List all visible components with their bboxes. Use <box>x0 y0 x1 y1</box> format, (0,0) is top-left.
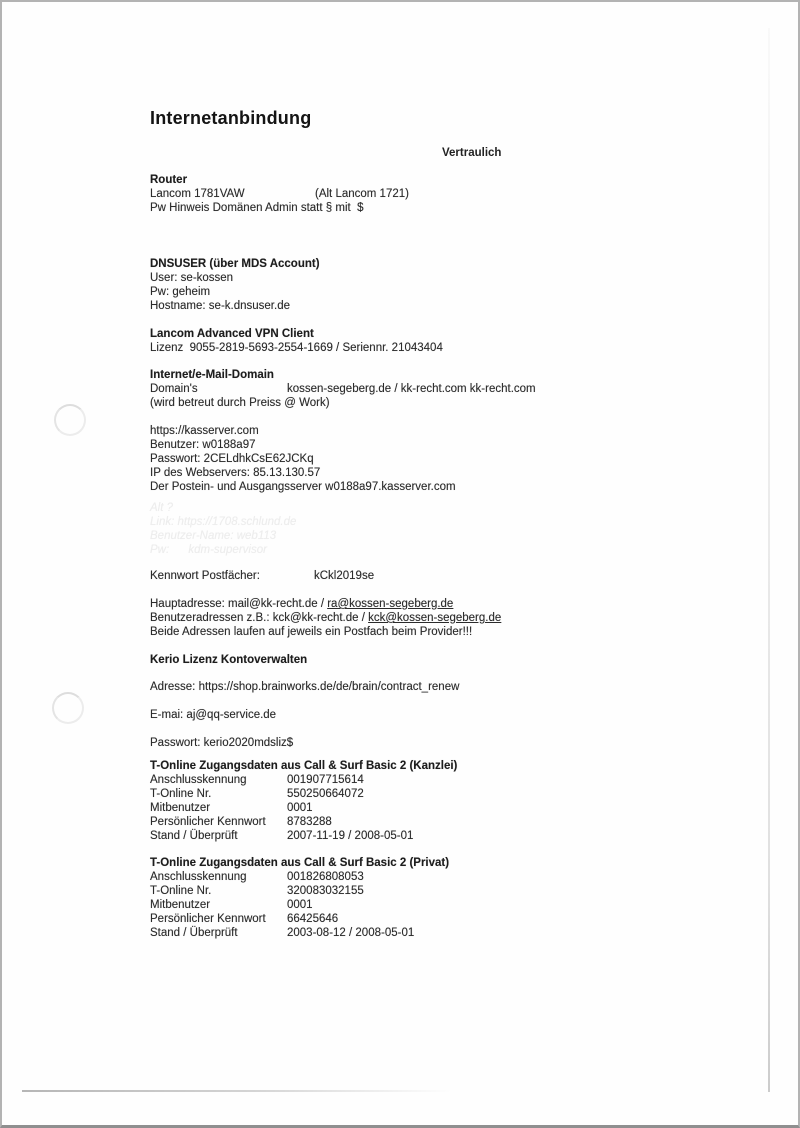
router-device: Lancom 1781VAW <box>150 188 245 200</box>
table-row <box>150 912 710 926</box>
table-row <box>150 898 710 912</box>
vpn-heading: Lancom Advanced VPN Client <box>150 328 314 340</box>
section-dnsuser <box>150 257 710 313</box>
row-value: 320083032155 <box>287 885 364 897</box>
router-heading: Router <box>150 174 188 186</box>
row-value: 0001 <box>287 802 313 814</box>
row-value: 2003-08-12 / 2008-05-01 <box>287 927 415 939</box>
row-label: Persönlicher Kennwort <box>150 816 266 828</box>
hole-punch-mark-bottom <box>52 692 84 724</box>
row-label: Persönlicher Kennwort <box>150 913 266 925</box>
row-value: 2007-11-19 / 2008-05-01 <box>287 830 414 842</box>
kasserver-url: https://kasserver.com <box>150 425 259 437</box>
kasserver-ip: IP des Webservers: 85.13.130.57 <box>150 467 321 479</box>
row-label: Mitbenutzer <box>150 802 211 814</box>
kennwort-row <box>150 569 710 583</box>
domain-value: kossen-segeberg.de / kk-recht.com kk-recht.com <box>287 383 536 395</box>
table-row <box>150 801 710 815</box>
kasserver-passwort: Passwort: 2CELdhkCsE62JCKq <box>150 453 314 465</box>
tonline-privat-heading: T-Online Zugangsdaten aus Call & Surf Basic 2 (Privat) <box>150 857 450 869</box>
table-row <box>150 870 710 884</box>
row-label: Stand / Überprüft <box>150 927 238 939</box>
faded-line-3: Benutzer-Name: web113 <box>150 530 277 542</box>
section-tonline-privat <box>150 856 710 940</box>
row-label: Stand / Überprüft <box>150 830 238 842</box>
dnsuser-user: User: se-kossen <box>150 272 234 284</box>
page-title: Internetanbindung <box>150 108 312 128</box>
row-value: 550250664072 <box>287 788 364 800</box>
kasserver-server: Der Postein- und Ausgangsserver w0188a97.kasserver.com <box>150 481 456 493</box>
hauptadresse-prefix: Hauptadresse: mail@kk-recht.de / <box>150 598 328 610</box>
dnsuser-pw: Pw: geheim <box>150 286 211 298</box>
domain-row <box>150 382 710 396</box>
vpn-lizenz: Lizenz 9055-2819-5693-2554-1669 / Seriennr. 21043404 <box>150 342 443 354</box>
table-row <box>150 829 710 843</box>
row-label: T-Online Nr. <box>150 885 212 897</box>
row-value: 8783288 <box>287 816 332 828</box>
section-kasserver <box>150 424 710 494</box>
row-value: 001826808053 <box>287 871 364 883</box>
kerio-email: E-mai: aj@qq-service.de <box>150 709 277 721</box>
table-row <box>150 773 710 787</box>
table-row <box>150 787 710 801</box>
kerio-adresse: Adresse: https://shop.brainworks.de/de/brain/contract_renew <box>150 681 460 693</box>
row-label: Anschlusskennung <box>150 774 247 786</box>
section-domain <box>150 368 710 410</box>
domain-label: Domain's <box>150 383 198 395</box>
domain-note: (wird betreut durch Preiss @ Work) <box>150 397 330 409</box>
section-tonline-kanzlei <box>150 759 710 843</box>
kerio-passwort: Passwort: kerio2020mdsliz$ <box>150 737 294 749</box>
section-postfach <box>150 569 710 639</box>
dnsuser-hostname: Hostname: se-k.dnsuser.de <box>150 300 290 312</box>
row-label: T-Online Nr. <box>150 788 212 800</box>
section-router <box>150 173 710 215</box>
benutzeradressen-line <box>150 611 710 625</box>
kennwort-value: kCkl2019se <box>314 570 375 582</box>
row-value: 001907715614 <box>287 774 364 786</box>
faded-old-credentials-block <box>150 501 710 557</box>
router-device-alt: (Alt Lancom 1721) <box>315 188 409 200</box>
tonline-kanzlei-heading: T-Online Zugangsdaten aus Call & Surf Basic 2 (Kanzlei) <box>150 760 458 772</box>
beide-adressen-note: Beide Adressen laufen auf jeweils ein Postfach beim Provider!!! <box>150 626 473 638</box>
benutzeradressen-link: kck@kossen-segeberg.de <box>368 612 502 624</box>
section-vpn <box>150 327 710 355</box>
dnsuser-heading: DNSUSER (über MDS Account) <box>150 258 320 270</box>
row-value: 66425646 <box>287 913 339 925</box>
faded-line-1: Alt ? <box>150 502 174 514</box>
hole-punch-mark-top <box>54 404 86 436</box>
router-device-row <box>150 187 710 201</box>
kasserver-benutzer: Benutzer: w0188a97 <box>150 439 256 451</box>
row-label: Mitbenutzer <box>150 899 211 911</box>
router-pw-hint: Pw Hinweis Domänen Admin statt § mit $ <box>150 202 364 214</box>
hauptadresse-line <box>150 597 710 611</box>
domain-heading: Internet/e-Mail-Domain <box>150 369 274 381</box>
kerio-heading: Kerio Lizenz Kontoverwalten <box>150 654 308 666</box>
table-row <box>150 815 710 829</box>
section-kerio <box>150 653 710 750</box>
table-row <box>150 884 710 898</box>
faded-line-4: Pw: kdm-supervisor <box>150 544 267 556</box>
kennwort-label: Kennwort Postfächer: <box>150 570 260 582</box>
row-value: 0001 <box>287 899 313 911</box>
row-label: Anschlusskennung <box>150 871 247 883</box>
faded-line-2: Link: https://1708.schlund.de <box>150 516 297 528</box>
confidential-label: Vertraulich <box>442 147 502 159</box>
table-row <box>150 926 710 940</box>
benutzeradressen-prefix: Benutzeradressen z.B.: kck@kk-recht.de / <box>150 612 369 624</box>
scan-artifact-line <box>22 1090 452 1092</box>
hauptadresse-link: ra@kossen-segeberg.de <box>327 598 454 610</box>
paper-edge-line <box>768 28 770 1092</box>
